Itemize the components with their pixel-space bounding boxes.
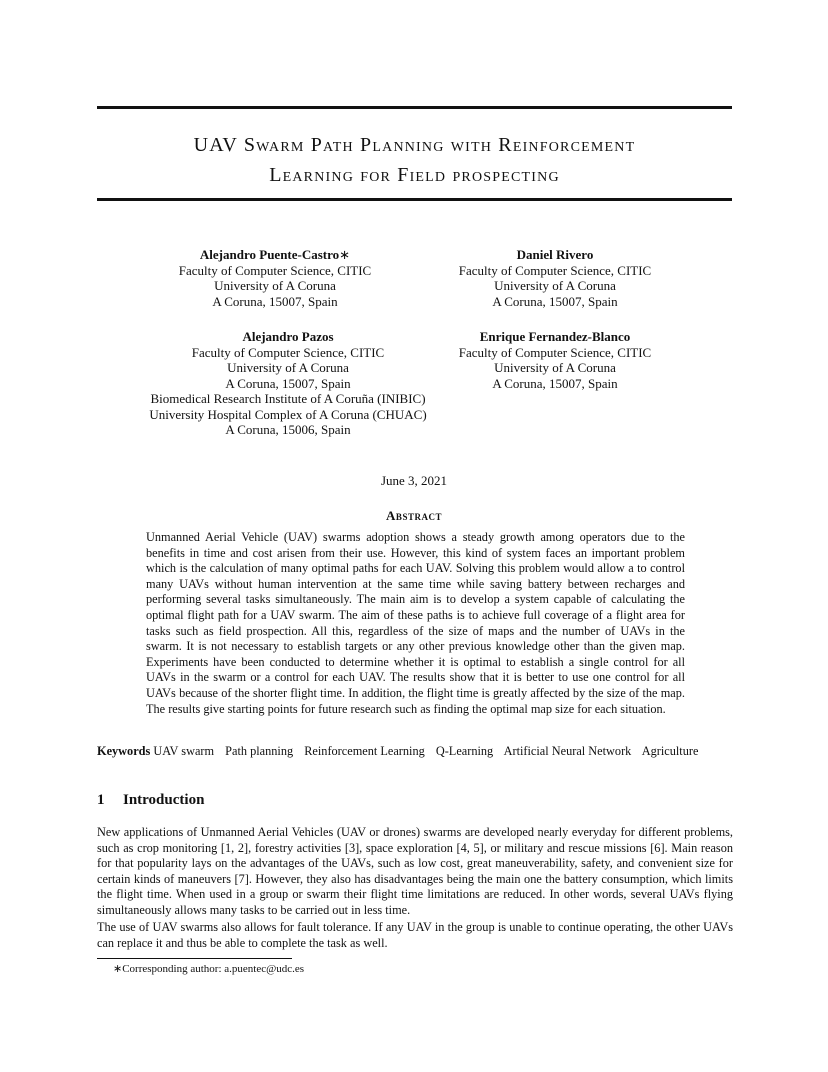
- author-affiliation-line: Faculty of Computer Science, CITIC: [178, 262, 372, 278]
- author-affiliation-line: A Coruna, 15006, Spain: [225, 422, 351, 437]
- abstract-heading: Abstract: [386, 508, 442, 523]
- author-name: Alejandro Pazos: [242, 329, 334, 344]
- body-paragraph: The use of UAV swarms also allows for fault tolerance. If any UAV in the group is unable to continue operating, the other UAVs can replace it and thus be able to complete the task as well.: [97, 920, 733, 950]
- publication-date: June 3, 2021: [380, 473, 448, 488]
- author-affiliation-line: Faculty of Computer Science, CITIC: [458, 262, 652, 278]
- keyword: Reinforcement Learning: [304, 744, 425, 758]
- keyword: Q-Learning: [435, 744, 494, 758]
- keywords-line: [97, 744, 732, 760]
- author-affiliation-line: Biomedical Research Institute of A Coruña (INIBIC): [150, 391, 426, 406]
- keyword: Path planning: [225, 744, 294, 758]
- section-title: Introduction: [123, 792, 205, 808]
- section-heading: [97, 792, 204, 809]
- author-name: Daniel Rivero: [516, 247, 594, 262]
- title-line-1: UAV Swarm Path Planning with Reinforcement: [193, 134, 636, 156]
- author-name: Alejandro Puente-Castro∗: [199, 247, 351, 262]
- title-line-2: Learning for Field prospecting: [269, 164, 560, 186]
- keyword: Agriculture: [641, 744, 699, 758]
- author-affiliation-line: University of A Coruna: [214, 278, 336, 293]
- footnote-rule: [97, 958, 292, 959]
- author-affiliation-line: University of A Coruna: [494, 278, 616, 293]
- keywords-label: Keywords: [97, 744, 151, 758]
- keyword: UAV swarm: [153, 744, 215, 758]
- author-affiliation-line: Faculty of Computer Science, CITIC: [458, 344, 652, 360]
- paper-title: [97, 130, 732, 190]
- author-block: [106, 329, 470, 438]
- author-affiliation-line: Faculty of Computer Science, CITIC: [191, 344, 385, 360]
- abstract-text: Unmanned Aerial Vehicle (UAV) swarms adoption shows a steady growth among operators due to the benefits in time and cost arisen from their use. However, this kind of system faces an important problem which is the calculation of many optimal paths for each UAV. Solving this problem would allow a to control many UAVs without human intervention at the same time while saving battery between recharges and performing several tasks simultaneously. The main aim is to develop a system capable of calculating the optimal flight path for a UAV swarm. The aim of these paths is to achieve full coverage of a flight area for tasks such as field prospection. All this, regardless of the size of maps and the number of UAVs in the swarm. It is not necessary to establish targets or any other previous knowledge other than the given map. Experiments have been conducted to determine whether it is optimal to establish a single control for all UAVs in the swarm or a control for each UAV. The results show that it is better to use one control for all UAVs because of the shorter flight time. In addition, the flight time is greatly affected by the size of the map. The results give starting points for future research such as finding the optimal map size for each situation.: [146, 530, 685, 716]
- author-name: Enrique Fernandez-Blanco: [479, 329, 631, 344]
- author-affiliation-line: University of A Coruna: [494, 360, 616, 375]
- section-number: 1: [97, 792, 105, 808]
- author-affiliation-line: University Hospital Complex of A Coruna (CHUAC): [149, 406, 427, 422]
- author-affiliation-line: A Coruna, 15007, Spain: [225, 375, 351, 391]
- author-affiliation-line: A Coruna, 15007, Spain: [492, 293, 618, 309]
- body-paragraph: New applications of Unmanned Aerial Vehicles (UAV or drones) swarms are developed nearly everyday for different problems, such as crop monitoring [1, 2], forestry activities [3], space exploration [4, 5], or military and rescue missions [6]. Main reason for that popularity lays on the advantages of the UAVs, such as low cost, great maneuverability, safety, and convenient size for certain kinds of maneuvers [7]. However, they also has disadvantages being the main one the battery consumption, which limits the flight time. When used in a group or swarm their flight time limitations are reduced. In other words, several UAVs flying simultaneously allows many tasks to be carried out in less time.: [97, 825, 733, 917]
- author-block: [405, 247, 705, 309]
- author-affiliation-line: A Coruna, 15007, Spain: [492, 375, 618, 391]
- title-top-rule: [97, 106, 732, 109]
- author-affiliation-line: University of A Coruna: [227, 360, 349, 375]
- author-affiliation-line: A Coruna, 15007, Spain: [212, 293, 338, 309]
- keyword: Artificial Neural Network: [503, 744, 632, 758]
- author-block: [430, 329, 680, 391]
- title-bottom-rule: [97, 198, 732, 201]
- footnote: ∗Corresponding author: a.puentec@udc.es: [113, 963, 305, 975]
